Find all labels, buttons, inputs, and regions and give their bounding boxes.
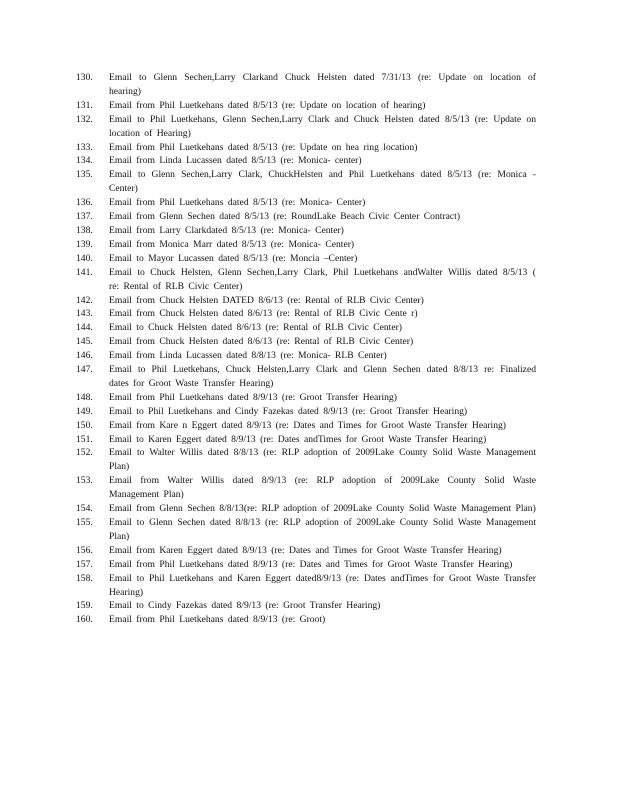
list-item xyxy=(76,419,536,433)
list-item xyxy=(76,405,536,419)
list-item xyxy=(76,238,536,252)
list-item xyxy=(76,391,536,405)
item-number: 132. xyxy=(76,113,93,125)
item-number: 140. xyxy=(76,252,93,264)
item-number: 137. xyxy=(76,211,93,223)
list-item xyxy=(76,99,536,113)
item-text: Email to Phil Luetkehans, Chuck Helsten,Larry Clark and Glenn Sechen dated 8/8/13 re: Finalized dates for Groot Waste Transfer Hearing) xyxy=(109,364,536,389)
item-text: Email from Phil Luetkehans dated 8/9/13 (re: Dates and Times for Groot Waste Transfer Hearing) xyxy=(109,558,513,570)
list-item xyxy=(76,294,536,308)
list-item xyxy=(76,321,536,335)
list-item xyxy=(76,516,536,544)
item-number: 159. xyxy=(76,600,93,612)
item-number: 157. xyxy=(76,558,93,570)
list-item xyxy=(76,599,536,613)
item-number: 147. xyxy=(76,364,93,376)
item-number: 154. xyxy=(76,503,93,515)
item-text: Email from Linda Lucassen dated 8/8/13 (re: Monica- RLB Center) xyxy=(109,350,387,362)
item-number: 158. xyxy=(76,572,93,584)
list-item xyxy=(76,502,536,516)
list-item xyxy=(76,224,536,238)
list-item xyxy=(76,71,536,99)
item-number: 139. xyxy=(76,238,93,250)
item-number: 145. xyxy=(76,336,93,348)
item-text: Email to Chuck Helsten, Glenn Sechen,Larry Clark, Phil Luetkehans andWalter Willis dated 8/5/13 ( re: Rental of RLB Civic Center) xyxy=(109,266,536,292)
item-text: Email to Mayor Lucassen dated 8/5/13 (re: Moncia –Center) xyxy=(109,252,358,264)
item-text: Email from Chuck Helsten dated 8/6/13 (re: Rental of RLB Civic Cente r) xyxy=(109,308,418,320)
list-item xyxy=(76,613,536,627)
item-number: 141. xyxy=(76,266,93,278)
list-item xyxy=(76,252,536,266)
item-text: Email from Monica Marr dated 8/5/13 (re: Monica- Center) xyxy=(109,238,355,250)
item-text: Email to Chuck Helsten dated 8/6/13 (re: Rental of RLB Civic Center) xyxy=(109,322,402,334)
item-number: 156. xyxy=(76,544,93,556)
item-text: Email from Phil Luetkehans dated 8/5/13 (re: Monica- Center) xyxy=(109,197,366,209)
item-number: 135. xyxy=(76,169,93,181)
item-text: Email to Glenn Sechen,Larry Clarkand Chuck Helsten dated 7/31/13 (re: Update on location of hearing) xyxy=(109,72,536,97)
item-number: 151. xyxy=(76,433,93,445)
list-item xyxy=(76,113,536,141)
list-item xyxy=(76,335,536,349)
list-item xyxy=(76,154,536,168)
item-text: Email from Phil Luetkehans dated 8/9/13 (re: Groot Transfer Hearing) xyxy=(109,391,397,403)
item-number: 142. xyxy=(76,294,93,306)
item-text: Email from Glenn Sechen dated 8/5/13 (re: RoundLake Beach Civic Center Contract) xyxy=(109,211,461,223)
item-text: Email from Kare n Eggert dated 8/9/13 (re: Dates and Times for Groot Waste Transfer Hearing) xyxy=(109,419,506,431)
item-number: 152. xyxy=(76,447,93,459)
item-number: 138. xyxy=(76,224,93,236)
item-text: Email to Phil Luetkehans and Karen Eggert dated8/9/13 (re: Dates andTimes for Groot Waste Transfer Hearing) xyxy=(109,572,536,598)
item-text: Email to Glenn Sechen dated 8/8/13 (re: RLP adoption of 2009Lake County Solid Waste Management Plan) xyxy=(109,517,536,542)
list-item xyxy=(76,572,536,600)
item-text: Email from Chuck Helsten DATED 8/6/13 (re: Rental of RLB Civic Center) xyxy=(109,294,424,306)
item-number: 143. xyxy=(76,308,93,320)
item-number: 133. xyxy=(76,141,93,153)
item-text: Email from Phil Luetkehans dated 8/5/13 (re: Update on location of hearing) xyxy=(109,99,426,111)
item-text: Email from Karen Eggert dated 8/9/13 (re: Dates and Times for Groot Waste Transfer Hearing) xyxy=(109,544,502,556)
item-text: Email from Larry Clarkdated 8/5/13 (re: Monica- Center) xyxy=(109,224,344,236)
item-number: 149. xyxy=(76,405,93,417)
item-text: Email to Walter Willis dated 8/8/13 (re: RLP adoption of 2009Lake County Solid Waste Management Plan) xyxy=(109,447,536,473)
item-text: Email to Phil Luetkehans and Cindy Fazekas dated 8/9/13 (re: Groot Transfer Hearing) xyxy=(109,405,468,417)
exhibit-list xyxy=(76,71,536,627)
item-text: Email from Phil Luetkehans dated 8/5/13 (re: Update on hea ring location) xyxy=(109,141,418,153)
item-number: 130. xyxy=(76,72,93,83)
list-item xyxy=(76,307,536,321)
list-item xyxy=(76,196,536,210)
list-item xyxy=(76,363,536,391)
item-text: Email to Glenn Sechen,Larry Clark, ChuckHelsten and Phil Luetkehans dated 8/5/13 (re: Monica -Center) xyxy=(109,169,536,195)
item-text: Email from Phil Luetkehans dated 8/9/13 (re: Groot) xyxy=(109,614,326,626)
item-number: 131. xyxy=(76,99,93,111)
list-item xyxy=(76,210,536,224)
item-number: 148. xyxy=(76,391,93,403)
list-item xyxy=(76,446,536,474)
list-item xyxy=(76,474,536,502)
list-item xyxy=(76,433,536,447)
item-number: 136. xyxy=(76,197,93,209)
item-number: 146. xyxy=(76,350,93,362)
item-number: 155. xyxy=(76,517,93,528)
item-text: Email from Walter Willis dated 8/9/13 (re: RLP adoption of 2009Lake County Solid Waste Management Plan) xyxy=(109,475,536,501)
list-item xyxy=(76,558,536,572)
item-text: Email from Linda Lucassen dated 8/5/13 (re: Monica- center) xyxy=(109,155,362,167)
item-number: 150. xyxy=(76,419,93,431)
item-number: 144. xyxy=(76,322,93,334)
list-item xyxy=(76,349,536,363)
list-item xyxy=(76,266,536,294)
item-text: Email from Glenn Sechen 8/8/13(re: RLP adoption of 2009Lake County Solid Waste Management Plan) xyxy=(109,503,536,515)
item-number: 134. xyxy=(76,155,93,167)
item-number: 160. xyxy=(76,614,93,626)
item-text: Email from Chuck Helsten dated 8/6/13 (re: Rental of RLB Civic Center) xyxy=(109,336,414,348)
item-text: Email to Phil Luetkehans, Glenn Sechen,Larry Clark and Chuck Helsten dated 8/5/13 (re: Update on location of Hearing) xyxy=(109,113,536,139)
item-text: Email to Cindy Fazekas dated 8/9/13 (re: Groot Transfer Hearing) xyxy=(109,600,381,612)
item-number: 153. xyxy=(76,475,93,487)
item-text: Email to Karen Eggert dated 8/9/13 (re: Dates andTimes for Groot Waste Transfer Hearing) xyxy=(109,433,487,445)
list-item xyxy=(76,168,536,196)
list-item xyxy=(76,141,536,155)
list-item xyxy=(76,544,536,558)
